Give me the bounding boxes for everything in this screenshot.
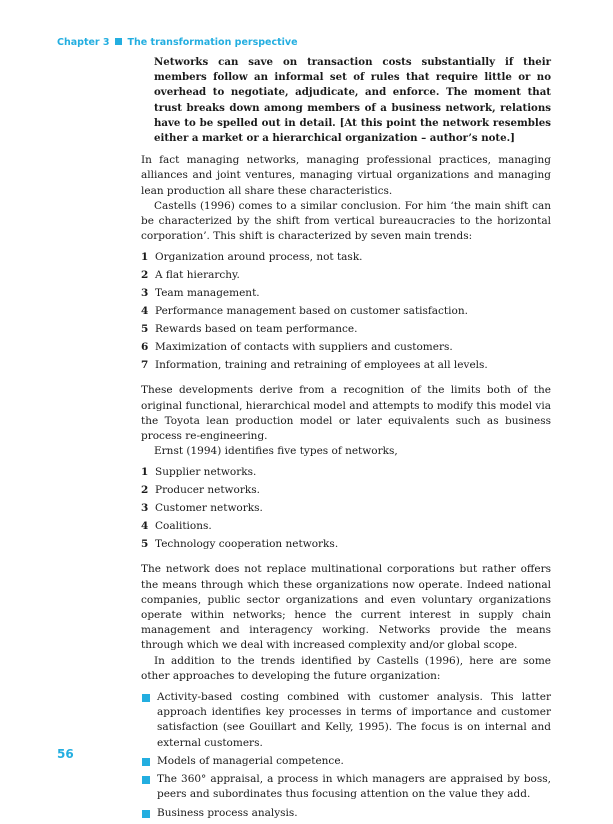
bullet-square-icon <box>142 776 150 784</box>
list-item: 5 Technology cooperation networks. <box>141 538 339 551</box>
bullet-square-icon <box>142 758 150 766</box>
paragraph-4: Ernst (1994) identifies five types of networks, <box>154 445 398 458</box>
page-number: 56 <box>57 747 74 761</box>
list-item: 6 Maximization of contacts with suppliers and customers. <box>141 341 453 354</box>
list-item: 4 Performance management based on customer satisfaction. <box>141 305 468 318</box>
running-head <box>57 37 298 48</box>
list-item: 5 Rewards based on team performance. <box>141 323 358 336</box>
list-item: 2 A flat hierarchy. <box>141 269 240 282</box>
list-item: 4 Coalitions. <box>141 520 212 533</box>
trends-list <box>141 250 551 376</box>
page-body <box>141 55 551 824</box>
list-item: 7 Information, training and retraining of employees at all levels. <box>141 359 488 372</box>
list-item: Activity-based costing combined with customer analysis. This latter approach identifies key processes in terms of importance and customer satisfaction (see Gouillart and Kelly, 1995). The focus is on internal and external customers. <box>141 690 551 751</box>
network-types-list <box>141 465 551 555</box>
approaches-list <box>141 690 551 821</box>
list-item: 2 Producer networks. <box>141 484 260 497</box>
paragraph-2: Castells (1996) comes to a similar conclusion. For him ‘the main shift can be characterized by the shift from vertical bureaucracies to the horizontal corporation’. This shift is characterized by seven main trends: <box>141 199 551 243</box>
list-item: 3 Team management. <box>141 287 260 300</box>
bullet-square-icon <box>142 810 150 818</box>
chapter-title: The transformation perspective <box>127 37 298 48</box>
list-item: Business process analysis. <box>141 806 551 821</box>
list-item: 1 Supplier networks. <box>141 466 257 479</box>
list-item: 1 Organization around process, not task. <box>141 251 363 264</box>
paragraph-1: In fact managing networks, managing professional practices, managing alliances and joint ventures, managing virtual organizations and managing lean production all share these characteristics. <box>141 154 551 197</box>
bullet-square-icon <box>142 694 150 702</box>
quote-note: [At this point the network resembles either a market or a hierarchical organization – author’s note.] <box>154 116 551 145</box>
list-item: 3 Customer networks. <box>141 502 263 515</box>
block-quote <box>154 55 551 146</box>
list-item: Models of managerial competence. <box>141 754 551 769</box>
list-item: The 360° appraisal, a process in which managers are appraised by boss, peers and subordinates thus focusing attention on the value they add. <box>141 772 551 802</box>
paragraph-5: The network does not replace multinational corporations but rather offers the means through which these organizations now operate. Indeed national companies, public sector organizations and even voluntary organizations operate within networks; hence the current interest in supply chain management and interagency working. Networks provide the means through which we deal with increased complexity and/or global scope. <box>141 563 551 652</box>
paragraph-6: In addition to the trends identified by Castells (1996), here are some other approaches to developing the future organization: <box>141 654 551 682</box>
chapter-label: Chapter 3 <box>57 37 110 48</box>
quote-text: Networks can save on transaction costs substantially if their members follow an informal set of rules that require little or no overhead to negotiate, adjudicate, and enforce. The moment that trust breaks down among members of a business network, relations have to be spelled out in detail. <box>154 56 551 129</box>
separator-square-icon <box>115 38 122 45</box>
paragraph-3: These developments derive from a recognition of the limits both of the original functional, hierarchical model and attempts to modify this model via the Toyota lean production model or later equivalents such as business process re-engineering. <box>141 384 551 443</box>
